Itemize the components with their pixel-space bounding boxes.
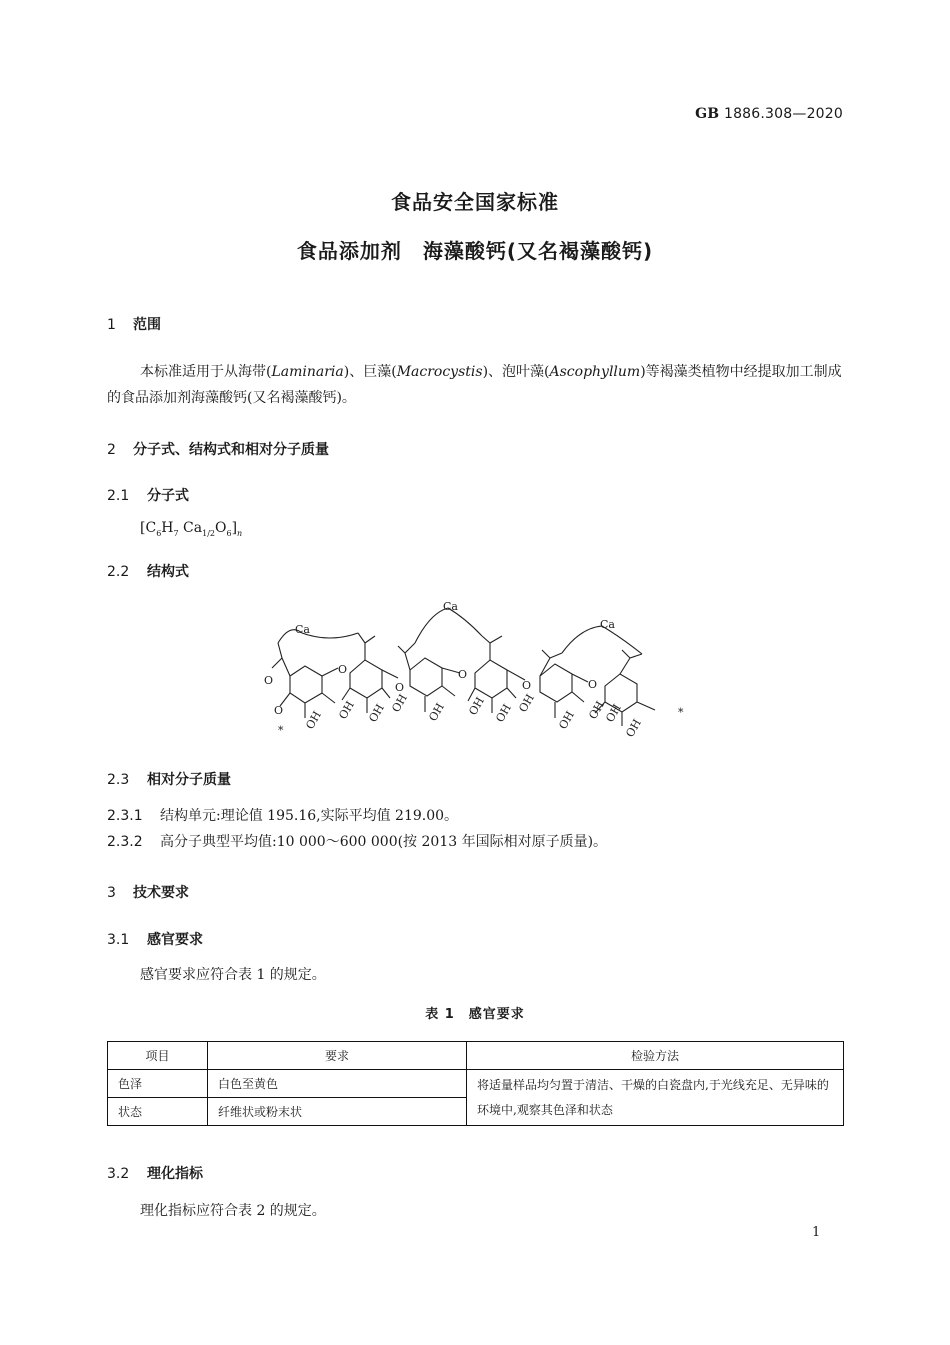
hydroxyl-label: OH <box>556 708 577 732</box>
scope-text: )、泡叶藻( <box>482 364 550 380</box>
table-1-caption: 表 1 感官要求 <box>425 1007 525 1022</box>
section-number: 2 <box>107 442 116 458</box>
clause-2-3-1 <box>107 805 458 825</box>
test-method-cell: 将适量样品均匀置于清洁、干燥的白瓷盘内,于光线充足、无异味的环境中,观察其色泽和状态 <box>467 1070 844 1126</box>
document-title: 食品安全国家标准 <box>391 190 559 214</box>
clause-number: 2.3.2 <box>107 834 143 850</box>
page-number: 1 <box>812 1225 821 1240</box>
oxygen-label: O <box>522 679 532 692</box>
oxygen-label: O <box>588 678 598 691</box>
scope-text: )等褐藻类植物中经提取加工制成的食品添加剂海藻酸钙(又名褐藻酸钙)。 <box>107 364 842 406</box>
section-3-2-heading <box>107 1163 203 1183</box>
section-title: 相对分子质量 <box>147 772 231 788</box>
section-title: 范围 <box>133 317 161 333</box>
section-number: 1 <box>107 317 116 333</box>
scope-genus-3: Ascophyllum <box>549 364 641 380</box>
hydroxyl-label: OH <box>623 716 644 740</box>
section-title: 理化指标 <box>147 1166 203 1182</box>
hydroxyl-label: OH <box>426 700 447 724</box>
chain-end-marker: * <box>678 706 684 719</box>
section-title: 结构式 <box>147 564 189 580</box>
section-1-heading <box>107 314 161 334</box>
standard-number <box>660 106 843 122</box>
structural-formula-diagram <box>250 598 710 748</box>
calcium-label: Ca <box>295 623 310 636</box>
clause-3-1-text: 感官要求应符合表 1 的规定。 <box>140 967 326 983</box>
section-title: 技术要求 <box>133 885 189 901</box>
table-cell: 色泽 <box>108 1070 208 1098</box>
calcium-label: Ca <box>443 600 458 613</box>
hydroxyl-label: OH <box>389 691 410 715</box>
table-header-row <box>108 1042 844 1070</box>
calcium-label: Ca <box>600 618 615 631</box>
clause-2-3-2 <box>107 831 607 851</box>
table-cell: 状态 <box>108 1098 208 1126</box>
hydroxyl-label: OH <box>336 698 357 722</box>
section-title: 分子式 <box>147 488 189 504</box>
chain-end-marker: * <box>278 724 284 737</box>
clause-3-2-text: 理化指标应符合表 2 的规定。 <box>140 1203 326 1219</box>
hydroxyl-label: OH <box>466 694 487 718</box>
column-header: 项目 <box>108 1042 208 1070</box>
hydroxyl-label: OH <box>603 701 624 725</box>
scope-text: )、巨藻( <box>343 364 397 380</box>
hydroxyl-label: OH <box>586 698 607 722</box>
clause-text: 高分子典型平均值:10 000～600 000(按 2013 年国际相对原子质量)。 <box>160 834 608 850</box>
scope-paragraph <box>107 359 843 411</box>
scope-genus-2: Macrocystis <box>396 364 483 380</box>
oxygen-label: O <box>458 668 468 681</box>
section-title: 感官要求 <box>147 932 203 948</box>
section-number: 2.3 <box>107 772 130 788</box>
oxygen-label: O <box>338 663 348 676</box>
column-header: 检验方法 <box>467 1042 844 1070</box>
table-cell: 纤维状或粉末状 <box>208 1098 467 1126</box>
section-3-heading <box>107 882 189 902</box>
oxygen-label: O <box>395 681 405 694</box>
hydroxyl-label: OH <box>516 691 537 715</box>
section-2-3-heading <box>107 769 231 789</box>
oxygen-label: O <box>274 704 284 717</box>
table-cell: 白色至黄色 <box>208 1070 467 1098</box>
section-2-2-heading <box>107 561 189 581</box>
section-number: 2.2 <box>107 564 130 580</box>
section-number: 3.1 <box>107 932 130 948</box>
scope-genus-1: Laminaria <box>271 364 344 380</box>
column-header: 要求 <box>208 1042 467 1070</box>
section-2-1-heading <box>107 485 189 505</box>
section-number: 3 <box>107 885 116 901</box>
standard-prefix: GB <box>695 106 720 122</box>
document-subtitle: 食品添加剂 海藻酸钙(又名褐藻酸钙) <box>296 239 654 263</box>
scope-text: 本标准适用于从海带( <box>140 364 272 380</box>
clause-text: 结构单元:理论值 195.16,实际平均值 219.00。 <box>160 808 459 824</box>
sensory-requirements-table <box>107 1041 844 1126</box>
section-2-heading <box>107 439 329 459</box>
molecular-formula: [$C_6H_7$ $Ca_{1/2}O_6]_n$ <box>140 520 243 538</box>
section-number: 2.1 <box>107 488 130 504</box>
oxygen-label: O <box>264 674 274 687</box>
hydroxyl-label: OH <box>493 701 514 725</box>
standard-code: 1886.308—2020 <box>723 106 843 122</box>
section-number: 3.2 <box>107 1166 130 1182</box>
hydroxyl-label: OH <box>303 708 324 732</box>
section-3-1-heading <box>107 929 203 949</box>
clause-number: 2.3.1 <box>107 808 143 824</box>
hydroxyl-label: OH <box>366 701 387 725</box>
table-row <box>108 1070 844 1098</box>
section-title: 分子式、结构式和相对分子质量 <box>133 442 329 458</box>
